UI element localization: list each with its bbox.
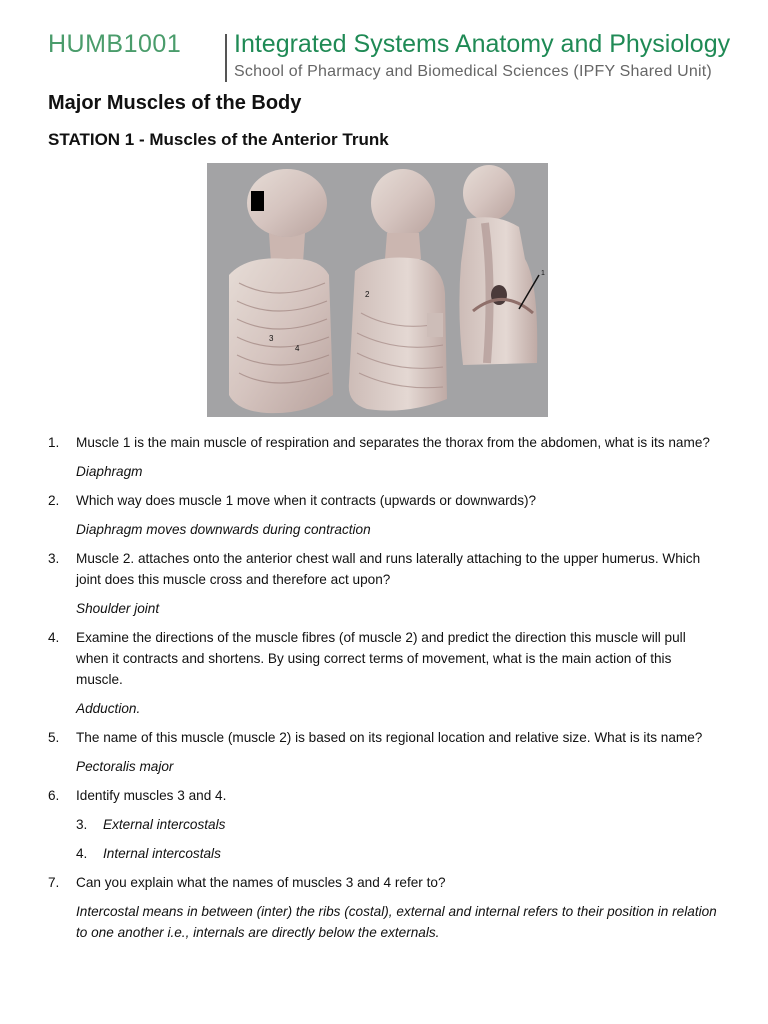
model-lateral <box>349 169 447 411</box>
question-number: 1. <box>48 435 60 450</box>
sub-answer-text: Internal intercostals <box>103 846 221 861</box>
sub-answer-number: 3. <box>76 817 88 832</box>
question <box>48 872 718 893</box>
question-item <box>48 432 718 482</box>
question-item <box>48 627 718 719</box>
question-text: Can you explain what the names of muscles 3 and 4 refer to? <box>76 875 446 890</box>
course-title: Integrated Systems Anatomy and Physiology <box>234 30 731 58</box>
question-text: The name of this muscle (muscle 2) is based on its regional location and relative size. What is its name? <box>76 730 703 745</box>
question-item <box>48 872 718 943</box>
answer: Diaphragm <box>76 464 143 479</box>
figure-label-4: 4 <box>295 344 300 353</box>
question-item <box>48 490 718 540</box>
header-divider <box>225 34 227 82</box>
question-number: 5. <box>48 730 60 745</box>
figure-label-2: 2 <box>365 290 370 299</box>
question-number: 3. <box>48 551 60 566</box>
answer: Diaphragm moves downwards during contraction <box>76 522 371 537</box>
question <box>48 548 718 590</box>
question-number: 4. <box>48 630 60 645</box>
question-number: 2. <box>48 493 60 508</box>
question-text: Examine the directions of the muscle fibres (of muscle 2) and predict the direction this muscle will pull when it contracts and shortens. By using correct terms of movement, what is the main action of this muscle. <box>76 630 686 687</box>
figure-label-1: 1 <box>541 270 545 277</box>
answer: Shoulder joint <box>76 601 160 616</box>
question <box>48 490 718 511</box>
anatomy-model-illustration <box>207 163 548 417</box>
answer: Pectoralis major <box>76 759 174 774</box>
question-item <box>48 785 718 864</box>
sub-answer <box>48 843 718 864</box>
course-code: HUMB1001 <box>48 30 182 58</box>
question-item <box>48 727 718 777</box>
question-number: 6. <box>48 788 60 803</box>
school-name: School of Pharmacy and Biomedical Sciences (IPFY Shared Unit) <box>234 63 712 80</box>
question <box>48 432 718 453</box>
question-list <box>48 432 718 951</box>
question-text: Muscle 2. attaches onto the anterior chest wall and runs laterally attaching to the upper humerus. Which joint does this muscle cross and therefore act upon? <box>76 551 701 587</box>
sub-answer <box>48 814 718 835</box>
sub-answer-text: External intercostals <box>103 817 226 832</box>
question-text: Identify muscles 3 and 4. <box>76 788 227 803</box>
question <box>48 627 718 690</box>
station-title: STATION 1 - Muscles of the Anterior Trunk <box>48 130 389 149</box>
figure-label-3: 3 <box>269 334 274 343</box>
model-anterolateral <box>229 169 333 413</box>
question-text: Muscle 1 is the main muscle of respiration and separates the thorax from the abdomen, what is its name? <box>76 435 710 450</box>
sub-answer-number: 4. <box>76 846 88 861</box>
document-title: Major Muscles of the Body <box>48 92 302 114</box>
question <box>48 727 718 748</box>
question-item <box>48 548 718 619</box>
model-sagittal-section <box>459 165 539 365</box>
question-number: 7. <box>48 875 60 890</box>
answer: Intercostal means in between (inter) the ribs (costal), external and internal refers to their position in relation to one another i.e., internals are directly below the externals. <box>76 904 717 940</box>
anatomy-model-photo <box>207 163 548 417</box>
question <box>48 785 718 806</box>
answer: Adduction. <box>76 701 141 716</box>
question-text: Which way does muscle 1 move when it contracts (upwards or downwards)? <box>76 493 537 508</box>
